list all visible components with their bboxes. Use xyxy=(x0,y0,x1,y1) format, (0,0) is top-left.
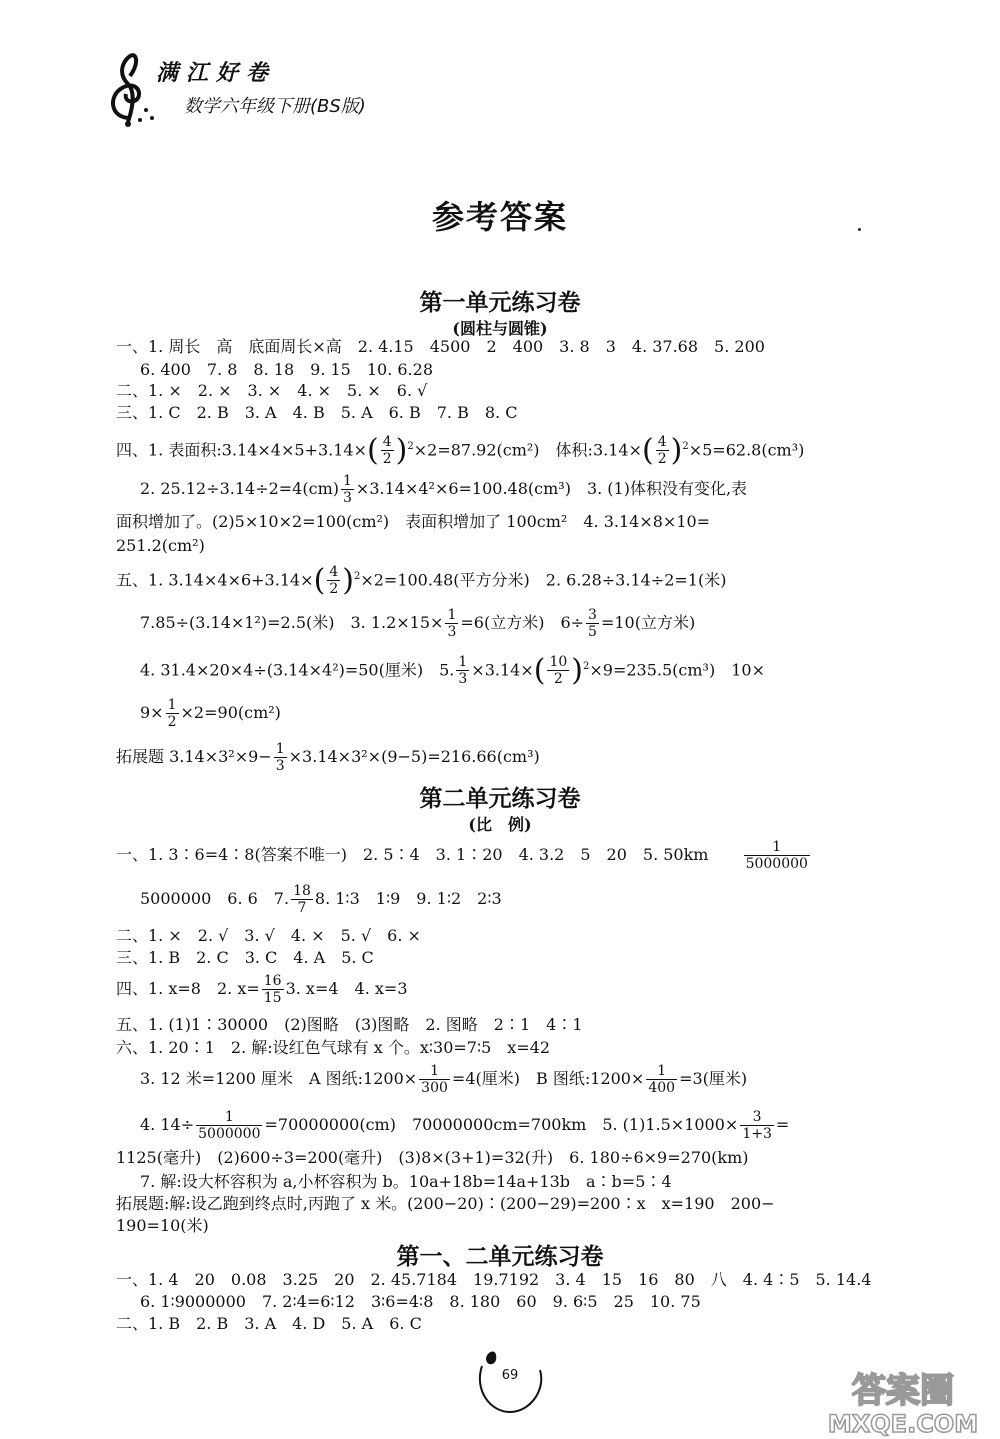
fraction: $\frac{10}{2}$ xyxy=(549,654,568,688)
fraction: $\frac{1}{3}$ xyxy=(342,473,352,506)
answer-line: 4. 31.4×20×4÷(3.14×4²)=50(厘米) 5. $\frac{1}{3}$ ×3.14×( $\frac{10}{2}$ )$^2$×9=235.5(cm³) 10× xyxy=(140,652,765,688)
fraction: $\frac{1}{2}$ xyxy=(167,697,177,730)
answer-line: 9× $\frac{1}{2}$ ×2=90(cm²) xyxy=(140,697,281,730)
fraction: $\frac{1}{3}$ xyxy=(447,607,457,640)
answer-line: 拓展题:解:设乙跑到终点时,丙跑了 x 米。(200−20)∶(200−29)=200∶x x=190 200− xyxy=(116,1194,775,1213)
answer-line: 二、1. × 2. × 3. × 4. × 5. × 6. √ xyxy=(116,381,428,400)
answer-line: 4. 14÷ $\frac{1}{5000000}$ =70000000(cm) 70000000cm=700km 5. (1)1.5×1000× $\frac{3}{1+3}$ = xyxy=(140,1109,790,1142)
answer-line: 7. 解:设大杯容积为 a,小杯容积为 b。10a+18b=14a+13b a∶b=5∶4 xyxy=(140,1172,672,1191)
answer-line: 2. 25.12÷3.14÷2=4(cm) $\frac{1}{3}$ ×3.14×4²×6=100.48(cm³) 3. (1)体积没有变化,表 xyxy=(140,473,748,506)
watermark-logo xyxy=(808,1362,998,1438)
answer-line: 二、1. × 2. √ 3. √ 4. × 5. √ 6. × xyxy=(116,926,421,945)
answer-line: 三、1. C 2. B 3. A 4. B 5. A 6. B 7. B 8. C xyxy=(116,403,518,422)
fraction: $\frac{1}{300}$ xyxy=(421,1063,448,1096)
answer-line: 5000000 6. 6 7. $\frac{18}{7}$ 8. 1∶3 1∶9 9. 1∶2 2∶3 xyxy=(140,883,502,916)
fraction: $\frac{4}{2}$ xyxy=(329,564,339,598)
answer-line: 6. 400 7. 8 8. 18 9. 15 10. 6.28 xyxy=(140,360,434,379)
fraction: $\frac{3}{1+3}$ xyxy=(742,1109,772,1142)
answer-line: 190=10(米) xyxy=(116,1216,209,1235)
unit12-title: 第一、二单元练习卷 xyxy=(396,1244,604,1270)
fraction: $\frac{3}{5}$ xyxy=(588,607,597,640)
answer-line: 二、1. B 2. B 3. A 4. D 5. A 6. C xyxy=(116,1314,422,1333)
stray-dot xyxy=(858,228,861,231)
svg-text:MXQE.COM: MXQE.COM xyxy=(827,1410,979,1438)
answer-line: 一、1. 周长 高 底面周长×高 2. 4.15 4500 2 400 3. 8 3 4. 37.68 5. 200 xyxy=(116,337,765,356)
book-subtitle: 数学六年级下册(BS版) xyxy=(184,96,366,117)
brand-name: 满江好卷 xyxy=(156,60,277,86)
unit2-title: 第二单元练习卷 xyxy=(419,786,581,812)
answer-line: 四、1. 表面积:3.14×4×5+3.14×( $\frac{4}{2}$ )$^2$×2=87.92(cm²) 体积:3.14×( $\frac{4}{2}$ )$^2$×5=62.8(cm³) xyxy=(116,432,805,468)
fraction: $\frac{1}{3}$ xyxy=(275,741,285,774)
answer-line: 251.2(cm²) xyxy=(116,536,205,555)
treble-clef-icon xyxy=(100,48,160,128)
fraction: $\frac{4}{2}$ xyxy=(382,434,392,468)
book-header xyxy=(100,48,420,128)
answer-line: 3. 12 米=1200 厘米 A 图纸:1200× $\frac{1}{300}$ =4(厘米) B 图纸:1200× $\frac{1}{400}$ =3(厘米) xyxy=(140,1063,748,1096)
answer-line: 三、1. B 2. C 3. C 4. A 5. C xyxy=(116,948,374,967)
svg-text:答案圈: 答案圈 xyxy=(852,1371,954,1411)
page-title: 参考答案 xyxy=(431,198,568,236)
fraction: $\frac{1}{5000000}$ xyxy=(745,839,808,872)
fraction: $\frac{16}{15}$ xyxy=(263,973,282,1006)
fraction: $\frac{18}{7}$ xyxy=(293,883,311,916)
answer-line: 五、1. 3.14×4×6+3.14×( $\frac{4}{2}$ )$^2$×2=100.48(平方分米) 2. 6.28÷3.14÷2=1(米) xyxy=(116,562,727,598)
unit2-subtitle: (比 例) xyxy=(468,815,532,834)
answer-line: 面积增加了。(2)5×10×2=100(cm²) 表面积增加了 100cm² 4. 3.14×8×10= xyxy=(116,512,711,531)
unit1-title: 第一单元练习卷 xyxy=(419,290,581,316)
fraction: $\frac{1}{3}$ xyxy=(458,654,468,688)
answer-line: 四、1. x=8 2. x= $\frac{16}{15}$ 3. x=4 4. x=3 xyxy=(116,973,408,1006)
answer-line: 六、1. 20∶1 2. 解:设红色气球有 x 个。x∶30=7∶5 x=42 xyxy=(116,1038,551,1057)
answer-line: 6. 1∶9000000 7. 2∶4=6∶12 3∶6=4∶8 8. 180 60 9. 6∶5 25 10. 75 xyxy=(140,1292,701,1311)
fraction: $\frac{4}{2}$ xyxy=(657,434,667,468)
answer-line: 7.85÷(3.14×1²)=2.5(米) 3. 1.2×15× $\frac{1}{3}$ =6(立方米) 6÷ $\frac{3}{5}$ =10(立方米) xyxy=(140,607,696,640)
page-number: 69 xyxy=(501,1368,519,1383)
answer-line: 一、1. 4 20 0.08 3.25 20 2. 45.7184 19.7192 3. 4 15 16 80 八 4. 4∶5 5. 14.4 xyxy=(116,1270,872,1289)
fraction: $\frac{1}{5000000}$ xyxy=(198,1109,261,1142)
answer-line: 拓展题 3.14×3²×9− $\frac{1}{3}$ ×3.14×3²×(9−5)=216.66(cm³) xyxy=(116,741,540,774)
unit1-subtitle: (圆柱与圆锥) xyxy=(452,319,548,338)
answer-line: 1125(毫升) (2)600÷3=200(毫升) (3)8×(3+1)=32(升) 6. 180÷6×9=270(km) xyxy=(116,1148,749,1167)
answer-line: 一、1. 3∶6=4∶8(答案不唯一) 2. 5∶4 3. 1∶20 4. 3.2 5 20 5. 50km $\frac{1}{5000000}$ xyxy=(116,839,808,872)
answer-line: 五、1. (1)1∶30000 (2)图略 (3)图略 2. 图略 2∶1 4∶1 xyxy=(116,1015,583,1034)
fraction: $\frac{1}{400}$ xyxy=(648,1063,676,1096)
